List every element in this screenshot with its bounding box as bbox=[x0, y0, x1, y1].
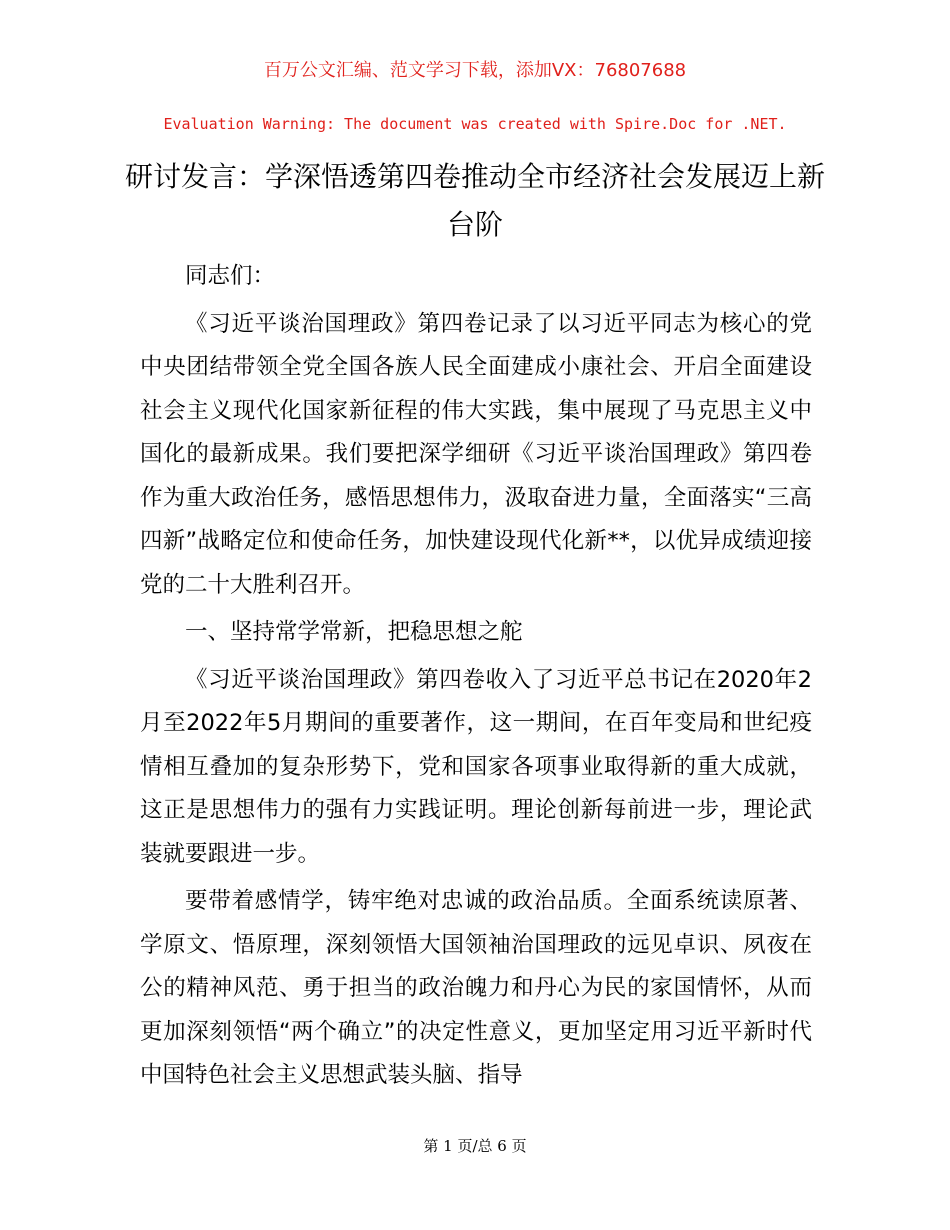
salutation-paragraph: 同志们： bbox=[185, 263, 276, 289]
section-heading-1: 一、坚持常学常新，把稳思想之舵 bbox=[185, 619, 523, 645]
intro-paragraph: 《习近平谈治国理政》第四卷记录了以习近平同志为核心的党中央团结带领全党全国各族人民全面建成小康社会、开启全面建设社会主义现代化国家新征程的伟大实践，集中展现了马克思主义中国化的最新成果。我们要把深学细研《习近平谈治国理政》第四卷作为重大政治任务，感悟思想伟力，汲取奋进力量，全面落实“三高四新”战略定位和使命任务，加快建设现代化新**，以优异成绩迎接党的二十大胜利召开。 bbox=[140, 310, 812, 598]
page-number-footer: 第 1 页/总 6 页 bbox=[423, 1137, 527, 1155]
document-title: 研讨发言：学深悟透第四卷推动全市经济社会发展迈上新台阶 bbox=[124, 160, 825, 241]
body-paragraph: 《习近平谈治国理政》第四卷收入了习近平总书记在2020年2月至2022年5月期间的重要著作，这一期间，在百年变局和世纪疫情相互叠加的复杂形势下，党和国家各项事业取得新的重大成就，这正是思想伟力的强有力实践证明。理论创新每前进一步，理论武装就要跟进一步。 bbox=[140, 666, 812, 867]
body-paragraph: 要带着感情学，铸牢绝对忠诚的政治品质。全面系统读原著、学原文、悟原理，深刻领悟大国领袖治国理政的远见卓识、夙夜在公的精神风范、勇于担当的政治魄力和丹心为民的家国情怀，从而更加深刻领悟“两个确立”的决定性意义，更加坚定用习近平新时代中国特色社会主义思想武装头脑、指导 bbox=[140, 888, 812, 1088]
promo-header: 百万公文汇编、范文学习下载，添加VX：76807688 bbox=[263, 60, 687, 81]
evaluation-warning-watermark: Evaluation Warning: The document was created with Spire.Doc for .NET. bbox=[163, 115, 787, 133]
document-body bbox=[140, 255, 812, 1102]
